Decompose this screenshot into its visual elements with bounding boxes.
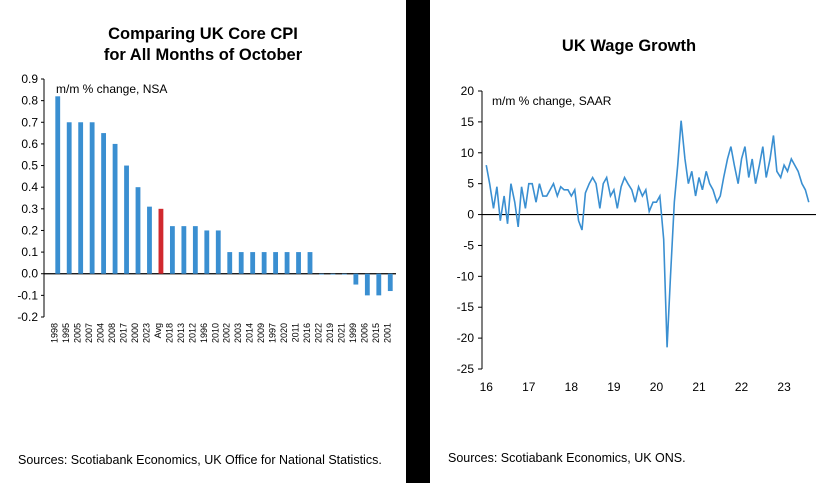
svg-text:-20: -20 bbox=[456, 330, 474, 345]
svg-text:2003: 2003 bbox=[233, 323, 244, 344]
svg-text:Avg: Avg bbox=[152, 323, 163, 339]
svg-text:2012: 2012 bbox=[187, 323, 198, 344]
svg-text:0.4: 0.4 bbox=[21, 180, 38, 195]
svg-text:0.1: 0.1 bbox=[21, 245, 38, 260]
svg-text:21: 21 bbox=[692, 379, 706, 394]
svg-text:-10: -10 bbox=[456, 268, 474, 283]
svg-text:2000: 2000 bbox=[130, 323, 140, 344]
svg-text:2015: 2015 bbox=[370, 323, 381, 344]
svg-text:0.8: 0.8 bbox=[21, 93, 38, 108]
svg-text:-0.2: -0.2 bbox=[17, 310, 38, 325]
svg-text:0.2: 0.2 bbox=[21, 223, 38, 238]
svg-text:23: 23 bbox=[777, 379, 791, 394]
left-chart-panel bbox=[0, 0, 406, 483]
svg-text:2020: 2020 bbox=[279, 323, 290, 344]
right-chart-panel bbox=[430, 0, 828, 483]
svg-text:2016: 2016 bbox=[302, 323, 312, 344]
svg-text:0.5: 0.5 bbox=[21, 158, 38, 173]
svg-text:-15: -15 bbox=[456, 299, 474, 314]
svg-text:-5: -5 bbox=[463, 238, 474, 253]
svg-text:0.9: 0.9 bbox=[21, 72, 38, 87]
svg-text:2002: 2002 bbox=[221, 323, 232, 344]
svg-text:1996: 1996 bbox=[198, 323, 209, 344]
svg-text:2011: 2011 bbox=[290, 323, 301, 343]
svg-text:m/m % change, SAAR: m/m % change, SAAR bbox=[492, 93, 612, 108]
svg-text:2006: 2006 bbox=[359, 323, 370, 344]
svg-text:1999: 1999 bbox=[347, 323, 358, 344]
svg-text:2018: 2018 bbox=[164, 323, 175, 344]
svg-text:2007: 2007 bbox=[84, 323, 95, 344]
svg-text:2014: 2014 bbox=[244, 323, 255, 344]
svg-text:2009: 2009 bbox=[256, 323, 267, 344]
svg-text:0.0: 0.0 bbox=[21, 266, 38, 281]
svg-text:m/m % change, NSA: m/m % change, NSA bbox=[56, 82, 168, 97]
svg-text:10: 10 bbox=[460, 145, 474, 160]
svg-text:2005: 2005 bbox=[72, 323, 83, 344]
svg-text:2008: 2008 bbox=[107, 323, 118, 344]
svg-text:2001: 2001 bbox=[382, 323, 393, 344]
svg-text:0.6: 0.6 bbox=[21, 137, 38, 152]
left-chart-title-line2: for All Months of October bbox=[103, 45, 303, 64]
svg-text:1997: 1997 bbox=[267, 323, 278, 344]
svg-text:19: 19 bbox=[607, 379, 621, 394]
svg-text:1995: 1995 bbox=[61, 323, 72, 344]
svg-text:17: 17 bbox=[522, 379, 536, 394]
svg-text:0.3: 0.3 bbox=[21, 202, 38, 217]
svg-text:20: 20 bbox=[460, 83, 474, 98]
right-chart-title: UK Wage Growth bbox=[561, 37, 697, 55]
svg-text:2019: 2019 bbox=[324, 323, 335, 344]
svg-text:16: 16 bbox=[479, 379, 493, 394]
svg-text:-0.1: -0.1 bbox=[17, 288, 38, 303]
svg-text:2004: 2004 bbox=[95, 323, 106, 344]
svg-text:2013: 2013 bbox=[175, 323, 186, 344]
svg-text:0.7: 0.7 bbox=[21, 115, 38, 130]
svg-text:22: 22 bbox=[734, 379, 749, 394]
svg-text:2021: 2021 bbox=[336, 323, 347, 344]
right-sources-note: Sources: Scotiabank Economics, UK ONS. bbox=[448, 451, 686, 466]
svg-text:5: 5 bbox=[467, 176, 474, 191]
svg-text:2010: 2010 bbox=[210, 323, 221, 344]
svg-text:15: 15 bbox=[460, 114, 474, 129]
left-chart-title bbox=[0, 0, 406, 65]
svg-text:2023: 2023 bbox=[141, 323, 152, 344]
svg-text:0: 0 bbox=[467, 207, 474, 222]
left-chart-title-line1: Comparing UK Core CPI bbox=[108, 25, 298, 43]
svg-text:1998: 1998 bbox=[49, 323, 60, 344]
svg-text:2017: 2017 bbox=[118, 323, 129, 344]
left-sources-note: Sources: Scotiabank Economics, UK Office for National Statistics. bbox=[18, 453, 382, 468]
svg-text:18: 18 bbox=[564, 379, 579, 394]
svg-text:20: 20 bbox=[649, 379, 664, 394]
svg-text:2022: 2022 bbox=[313, 323, 324, 344]
svg-text:-25: -25 bbox=[456, 361, 474, 376]
uk-wage-growth-line-chart bbox=[430, 57, 828, 437]
uk-core-cpi-bar-chart bbox=[0, 65, 406, 420]
